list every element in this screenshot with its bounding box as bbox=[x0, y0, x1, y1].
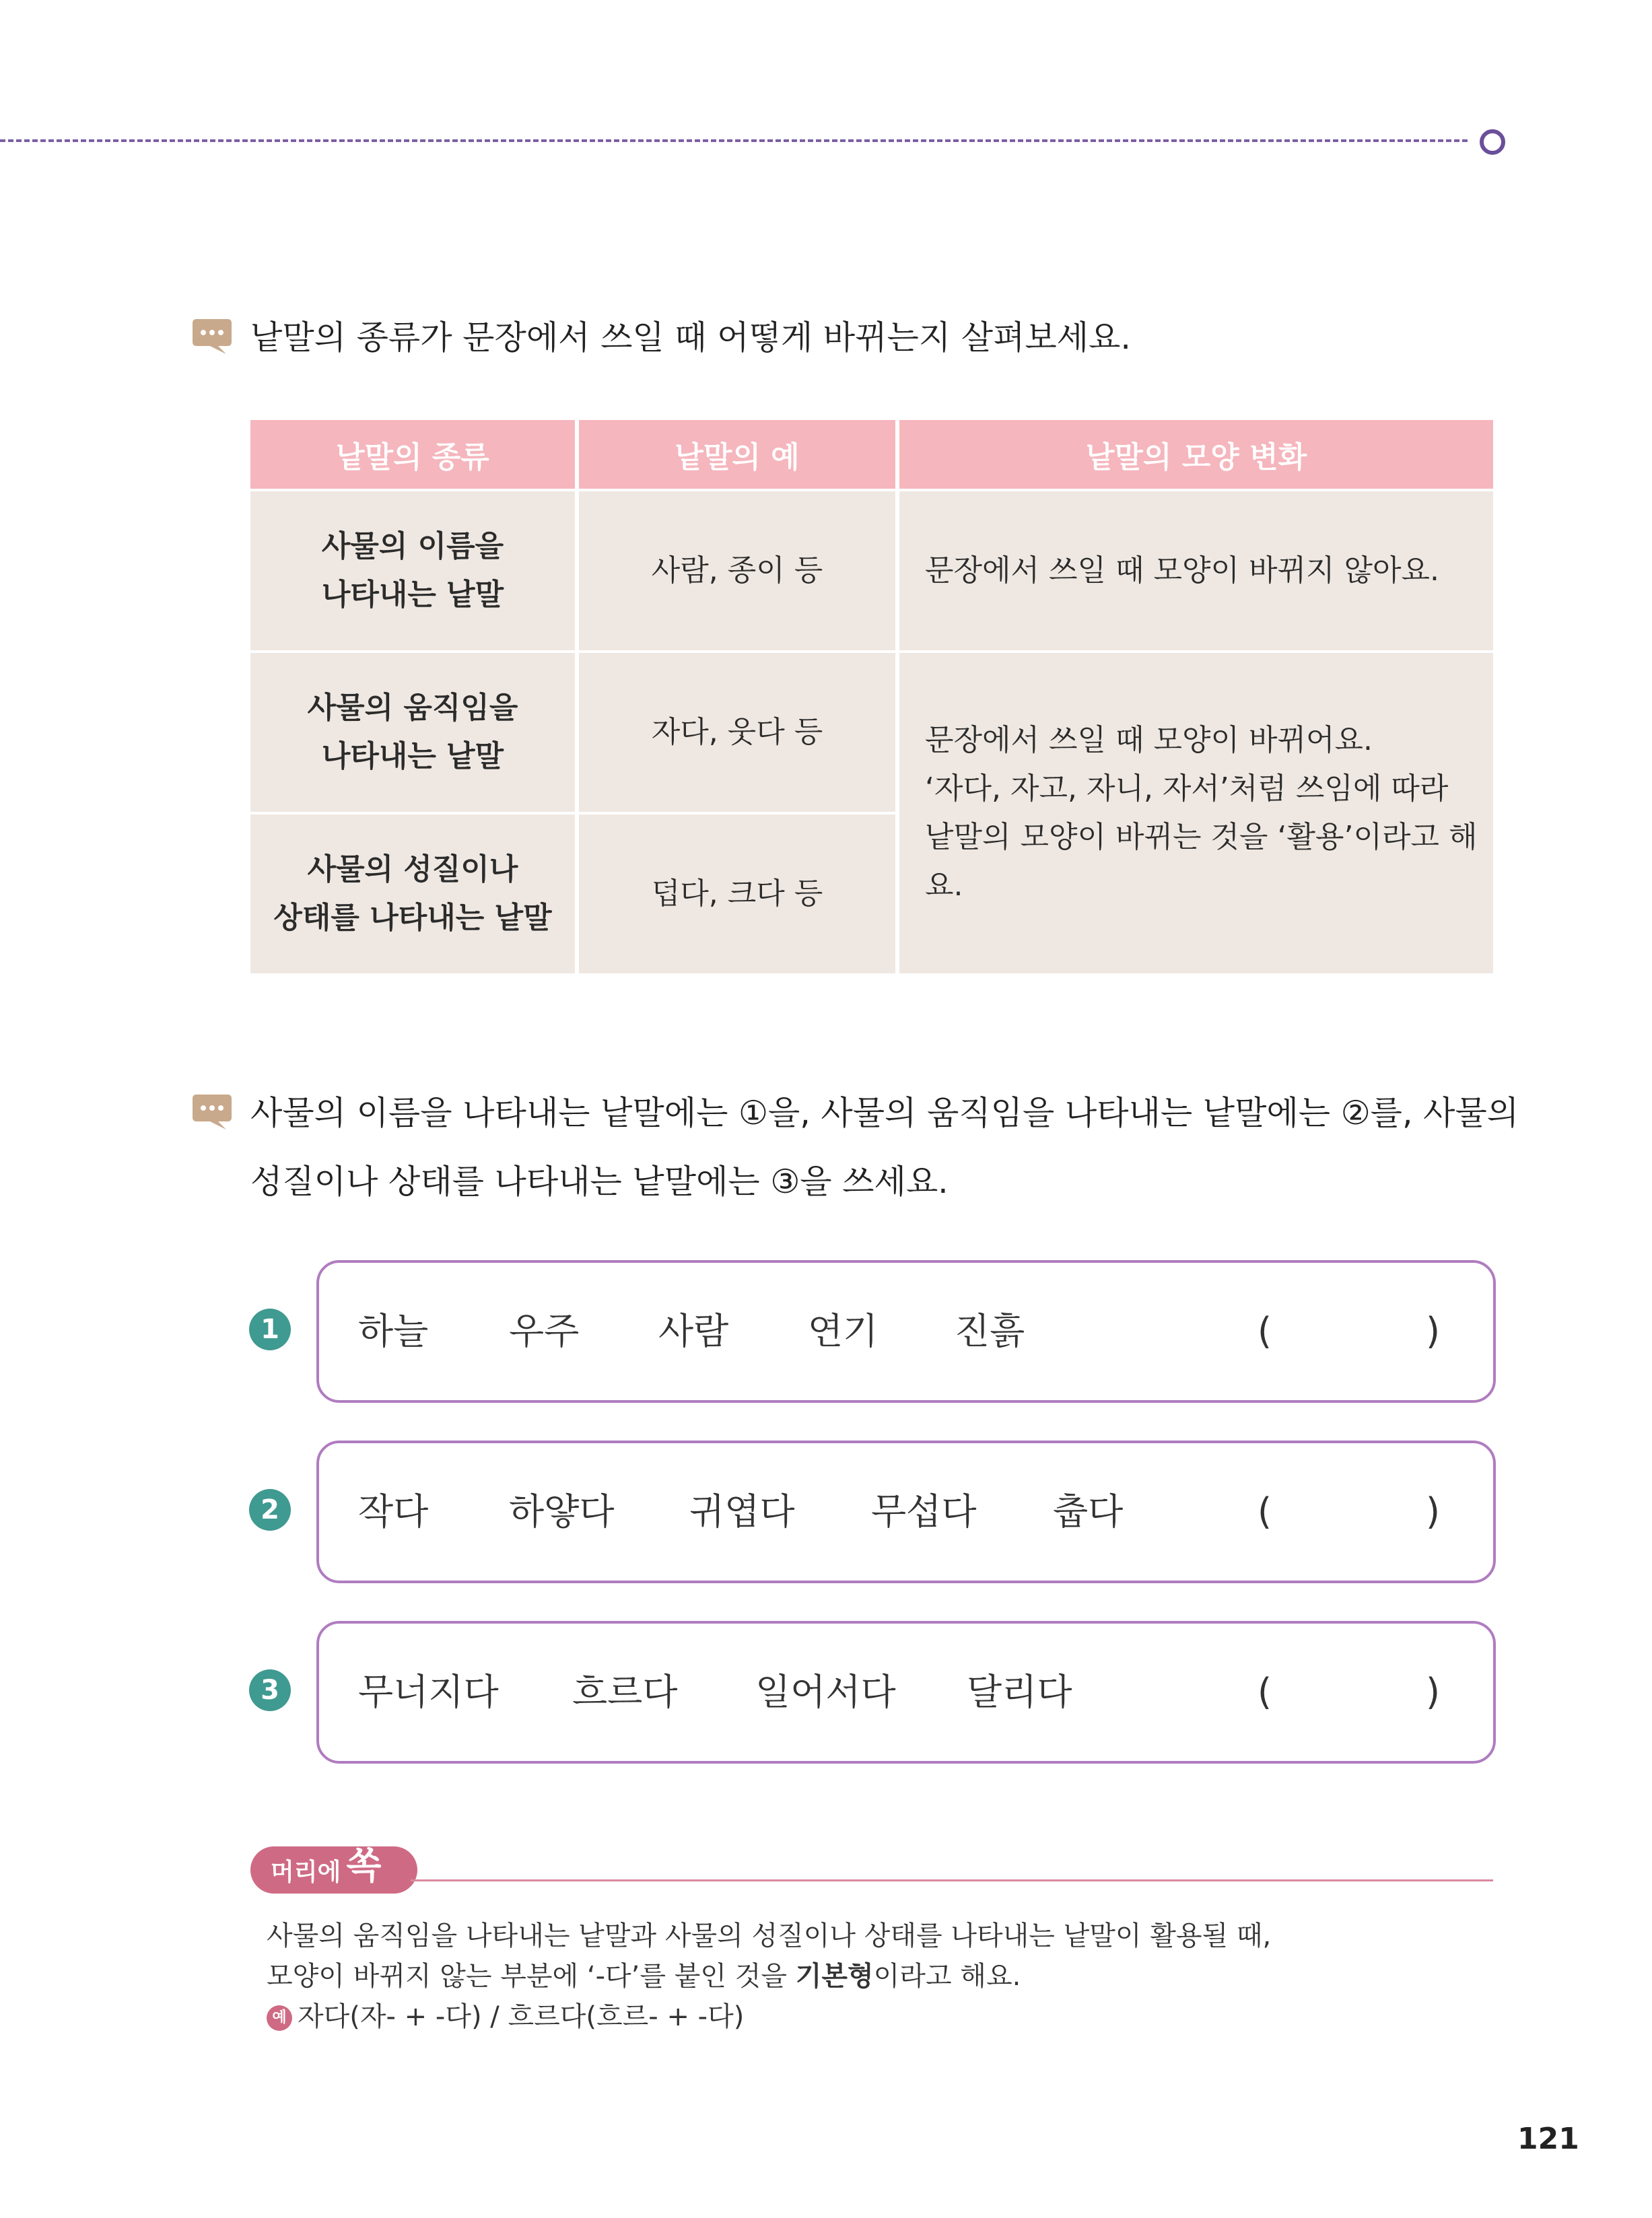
exercise-word: 사람 bbox=[658, 1310, 729, 1352]
exercise-number-2: 2 bbox=[249, 1489, 291, 1531]
tip-example-line bbox=[267, 1997, 744, 2037]
page-number: 121 bbox=[1517, 2122, 1579, 2156]
speech-bubble-icon bbox=[191, 318, 233, 355]
exercise-word: 흐르다 bbox=[572, 1671, 678, 1713]
exercise-word: 춥다 bbox=[1053, 1490, 1124, 1533]
table-cell-example-3: 덥다, 크다 등 bbox=[579, 815, 895, 973]
exercise-box-3 bbox=[316, 1621, 1496, 1764]
top-circle-marker bbox=[1480, 129, 1505, 155]
instruction-2-line-1: 사물의 이름을 나타내는 낱말에는 ①을, 사물의 움직임을 나타내는 낱말에는 ②를, 사물의 bbox=[250, 1094, 1519, 1132]
exercise-box-1 bbox=[316, 1260, 1496, 1403]
answer-close-paren: ) bbox=[1426, 1310, 1441, 1352]
tip-line-2 bbox=[267, 1956, 1021, 1997]
answer-open-paren: ( bbox=[1258, 1490, 1272, 1533]
answer-open-paren: ( bbox=[1258, 1671, 1272, 1713]
tip-badge-label: 머리에 bbox=[271, 1858, 341, 1886]
example-badge: 예 bbox=[267, 2005, 292, 2031]
answer-close-paren: ) bbox=[1426, 1671, 1441, 1713]
tip-example: 자다(자- + -다) / 흐르다(흐르- + -다) bbox=[298, 2001, 745, 2032]
instruction-1: 낱말의 종류가 문장에서 쓰일 때 어떻게 바뀌는지 살펴보세요. bbox=[250, 318, 1131, 357]
table-header-type: 낱말의 종류 bbox=[250, 420, 575, 489]
exercise-word: 일어서다 bbox=[755, 1671, 896, 1713]
exercise-number-1: 1 bbox=[249, 1309, 291, 1350]
table-cell-example-2: 자다, 웃다 등 bbox=[579, 653, 895, 812]
exercise-number-3: 3 bbox=[249, 1669, 291, 1711]
exercise-box-2 bbox=[316, 1441, 1496, 1583]
exercise-word: 귀엽다 bbox=[689, 1490, 795, 1533]
exercise-word: 하늘 bbox=[358, 1310, 429, 1352]
tip-line-2-a: 모양이 바뀌지 않는 부분에 ‘-다’를 붙인 것을 bbox=[267, 1961, 796, 1992]
tip-badge-big: 쏙 bbox=[346, 1844, 382, 1887]
exercise-word: 진흙 bbox=[955, 1310, 1025, 1352]
table-cell-type-2: 사물의 움직임을 나타내는 낱말 bbox=[250, 653, 575, 812]
tip-line-1: 사물의 움직임을 나타내는 낱말과 사물의 성질이나 상태를 나타내는 낱말이 활용될 때, bbox=[267, 1920, 1272, 1951]
speech-bubble-icon bbox=[191, 1093, 233, 1131]
tip-badge bbox=[250, 1846, 417, 1894]
exercise-word: 작다 bbox=[358, 1490, 429, 1533]
exercise-word: 무너지다 bbox=[358, 1671, 499, 1713]
tip-divider bbox=[411, 1879, 1493, 1881]
answer-close-paren: ) bbox=[1426, 1490, 1441, 1533]
exercise-word: 연기 bbox=[808, 1310, 879, 1352]
table-cell-example-1: 사람, 종이 등 bbox=[579, 491, 895, 650]
exercise-word: 우주 bbox=[509, 1310, 580, 1352]
table-cell-change-2: 문장에서 쓰일 때 모양이 바뀌어요. ‘자다, 자고, 자니, 자서’처럼 쓰임에 따라 낱말의 모양이 바뀌는 것을 ‘활용’이라고 해요. bbox=[899, 653, 1493, 973]
table-cell-type-1: 사물의 이름을 나타내는 낱말 bbox=[250, 491, 575, 650]
table-cell-type-3: 사물의 성질이나 상태를 나타내는 낱말 bbox=[250, 815, 575, 973]
top-dashed-line bbox=[0, 139, 1468, 142]
exercise-word: 하얗다 bbox=[509, 1490, 615, 1533]
word-type-table bbox=[250, 420, 1493, 973]
answer-open-paren: ( bbox=[1258, 1310, 1272, 1352]
exercise-word: 무섭다 bbox=[871, 1490, 977, 1533]
table-cell-change-1: 문장에서 쓰일 때 모양이 바뀌지 않아요. bbox=[899, 491, 1493, 650]
instruction-2-line-2: 성질이나 상태를 나타내는 낱말에는 ③을 쓰세요. bbox=[250, 1163, 949, 1201]
table-header-example: 낱말의 예 bbox=[579, 420, 895, 489]
tip-line-2-b: 이라고 해요. bbox=[873, 1961, 1021, 1992]
tip-keyword: 기본형 bbox=[795, 1961, 874, 1992]
table-header-change: 낱말의 모양 변화 bbox=[899, 420, 1493, 489]
exercise-word: 달리다 bbox=[967, 1671, 1072, 1713]
